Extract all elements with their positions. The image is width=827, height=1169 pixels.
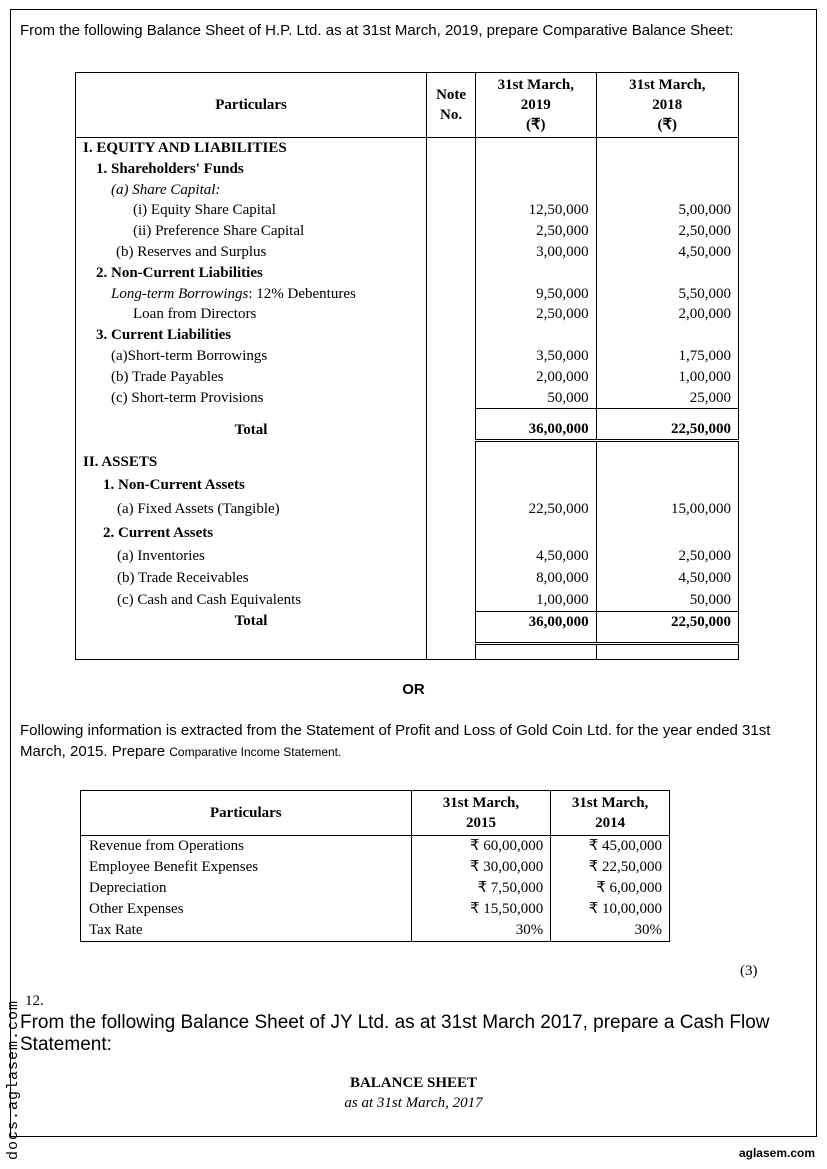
table-row: Loan from Directors 2,50,000 2,00,000 <box>76 304 739 325</box>
header-2015: 31st March, 2015 <box>411 791 551 836</box>
table-row: 1. Shareholders' Funds <box>76 159 739 180</box>
income-statement-table <box>80 790 670 942</box>
header-2018: 31st March, 2018 (₹) <box>596 73 738 138</box>
table-row: Long-term Borrowings: 12% Debentures 9,50,000 5,50,000 <box>76 284 739 305</box>
question-number: 12. <box>25 993 44 1009</box>
table-row: 2. Current Assets <box>76 521 739 545</box>
table-row: 3. Current Liabilities <box>76 325 739 346</box>
question-intro: From the following Balance Sheet of H.P. Ltd. as at 31st March, 2019, prepare Comparative Balance Sheet: <box>20 22 734 39</box>
table-row: (b) Trade Receivables 8,00,000 4,50,000 <box>76 567 739 589</box>
table-row: (a)Short-term Borrowings 3,50,000 1,75,000 <box>76 346 739 367</box>
or-separator: OR <box>402 681 425 698</box>
header-2019: 31st March, 2019 (₹) <box>476 73 597 138</box>
table-row: Employee Benefit Expenses ₹ 30,00,000 ₹ 22,50,000 <box>81 857 670 878</box>
total-row: Total 36,00,000 22,50,000 <box>76 611 739 643</box>
header-particulars: Particulars <box>81 791 412 836</box>
header-particulars: Particulars <box>76 73 427 138</box>
table-row: Tax Rate 30% 30% <box>81 920 670 942</box>
question-text: Following information is extracted from the Statement of Profit and Loss of Gold Coin Ltd. for the year ended 31st March, 2015. Prepare Comparative Income Statement. <box>20 722 771 760</box>
header-2014: 31st March, 2014 <box>551 791 670 836</box>
balance-sheet-title: BALANCE SHEET <box>349 1075 478 1091</box>
comparative-balance-sheet-table <box>75 72 739 660</box>
marks-label: (3) <box>740 963 758 979</box>
table-row: 2. Non-Current Liabilities <box>76 263 739 284</box>
table-row: (c) Cash and Cash Equivalents 1,00,000 50,000 <box>76 589 739 611</box>
total-row: Total 36,00,000 22,50,000 <box>76 409 739 441</box>
table-row: Revenue from Operations ₹ 60,00,000 ₹ 45,00,000 <box>81 836 670 858</box>
table-row: (a) Fixed Assets (Tangible) 22,50,000 15,00,000 <box>76 497 739 521</box>
table-row: (i) Equity Share Capital 12,50,000 5,00,000 <box>76 200 739 221</box>
table-row: (a) Inventories 4,50,000 2,50,000 <box>76 545 739 567</box>
table-row: (a) Share Capital: <box>76 180 739 201</box>
table-row: (b) Reserves and Surplus 3,00,000 4,50,000 <box>76 242 739 263</box>
table-row: (b) Trade Payables 2,00,000 1,00,000 <box>76 367 739 388</box>
question-text: From the following Balance Sheet of JY Ltd. as at 31st March 2017, prepare a Cash Flow Statement: <box>20 1012 770 1055</box>
table-row: II. ASSETS <box>76 452 739 473</box>
watermark: docs.aglasem.com <box>5 999 22 1160</box>
balance-sheet-date: as at 31st March, 2017 <box>344 1095 483 1111</box>
table-row: Depreciation ₹ 7,50,000 ₹ 6,00,000 <box>81 878 670 899</box>
table-row: I. EQUITY AND LIABILITIES <box>76 138 739 159</box>
table-row: (c) Short-term Provisions 50,000 25,000 <box>76 388 739 409</box>
footer-brand: aglasem.com <box>738 1146 815 1160</box>
table-row: (ii) Preference Share Capital 2,50,000 2,50,000 <box>76 221 739 242</box>
header-note: Note No. <box>427 73 476 138</box>
table-row: Other Expenses ₹ 15,50,000 ₹ 10,00,000 <box>81 899 670 920</box>
table-row: 1. Non-Current Assets <box>76 473 739 497</box>
